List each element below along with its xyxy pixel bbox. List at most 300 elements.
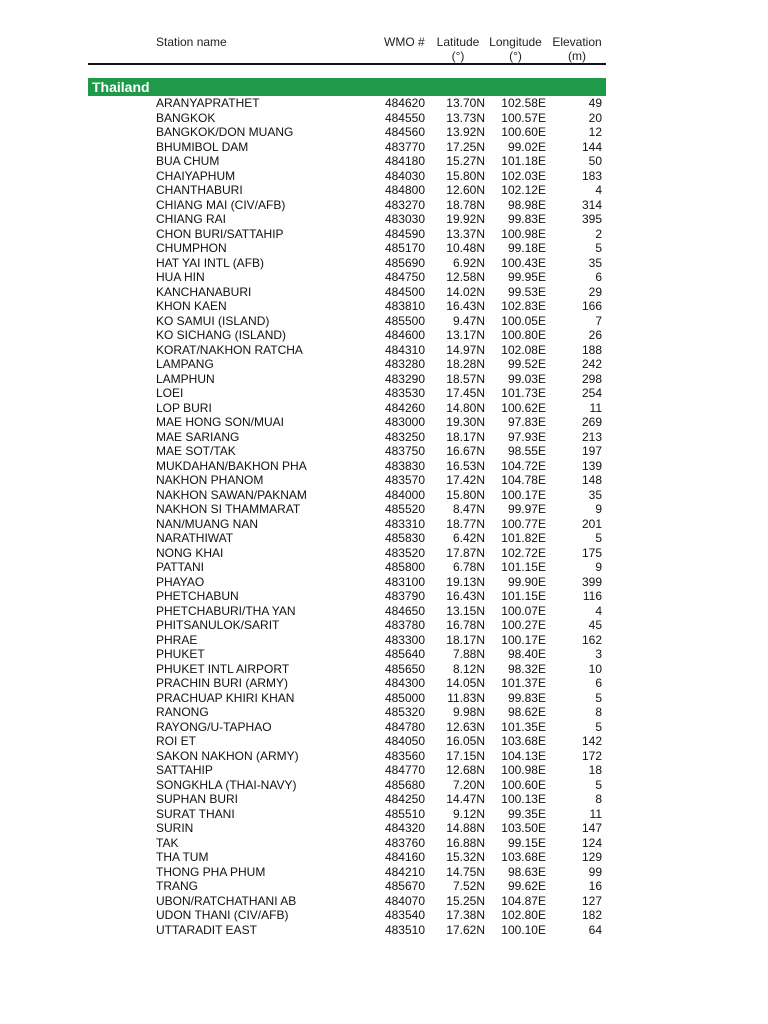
table-row — [0, 633, 768, 648]
longitude: 99.95E — [507, 270, 546, 284]
station-name: KO SICHANG (ISLAND) — [156, 328, 287, 342]
table-row — [0, 140, 768, 155]
elevation: 162 — [581, 632, 602, 647]
elevation: 213 — [581, 429, 602, 444]
latitude: 15.80N — [446, 168, 485, 183]
table-row — [0, 560, 768, 575]
latitude: 15.80N — [446, 487, 485, 502]
longitude: 98.98E — [507, 197, 546, 212]
table-row — [0, 850, 768, 865]
longitude: 99.83E — [507, 212, 546, 226]
elevation: 35 — [588, 487, 602, 502]
wmo-number: 483300 — [384, 632, 425, 647]
table-row — [0, 676, 768, 691]
station-name: CHUMPHON — [156, 241, 227, 255]
longitude: 103.68E — [501, 850, 546, 864]
header-longitude-label: Longitude — [489, 35, 542, 49]
station-name: NAKHON SAWAN/PAKNAM — [156, 487, 307, 502]
station-name: PHAYAO — [156, 574, 205, 589]
elevation: 124 — [581, 835, 602, 850]
latitude: 16.78N — [446, 618, 485, 632]
wmo-number: 485000 — [384, 690, 425, 705]
longitude: 101.73E — [501, 386, 546, 400]
wmo-number: 485800 — [384, 560, 425, 574]
longitude: 101.37E — [501, 676, 546, 690]
latitude: 17.42N — [446, 473, 485, 487]
table-row — [0, 749, 768, 764]
station-name: SURIN — [156, 821, 194, 835]
latitude: 12.68N — [446, 763, 485, 777]
station-name: CHIANG RAI — [156, 212, 227, 226]
latitude: 18.57N — [446, 371, 485, 386]
station-name: RAYONG/U-TAPHAO — [156, 719, 272, 734]
elevation: 49 — [588, 96, 602, 110]
station-name: UDON THANI (CIV/AFB) — [156, 908, 289, 922]
elevation: 116 — [582, 589, 602, 603]
wmo-number: 485830 — [384, 531, 425, 545]
wmo-number: 483780 — [384, 618, 425, 632]
station-name: LOP BURI — [156, 400, 212, 415]
longitude: 102.58E — [501, 96, 546, 110]
longitude: 104.87E — [501, 893, 546, 908]
wmo-number: 483280 — [384, 357, 425, 371]
latitude: 16.88N — [446, 835, 485, 850]
header-wmo — [384, 35, 425, 49]
longitude: 99.90E — [507, 574, 546, 589]
latitude: 17.45N — [446, 386, 485, 400]
table-row — [0, 444, 768, 459]
table-row — [0, 488, 768, 503]
table-row — [0, 763, 768, 778]
wmo-number: 484780 — [384, 719, 425, 734]
longitude: 100.98E — [501, 226, 546, 241]
header-longitude — [487, 35, 544, 63]
longitude: 100.17E — [501, 487, 546, 502]
elevation: 5 — [595, 531, 602, 545]
elevation: 147 — [581, 821, 602, 835]
wmo-number: 484030 — [384, 168, 425, 183]
table-row — [0, 734, 768, 749]
latitude: 12.58N — [446, 270, 485, 284]
table-row — [0, 169, 768, 184]
latitude: 14.05N — [446, 676, 485, 690]
table-row — [0, 125, 768, 140]
elevation: 188 — [581, 342, 602, 357]
table-row — [0, 386, 768, 401]
wmo-number: 484050 — [384, 734, 425, 748]
latitude: 15.25N — [446, 893, 485, 908]
station-name: KHON KAEN — [156, 299, 227, 313]
elevation: 269 — [581, 415, 602, 429]
station-name: LOEI — [156, 386, 184, 400]
table-row — [0, 575, 768, 590]
header-divider — [88, 63, 606, 65]
latitude: 18.28N — [446, 357, 485, 371]
longitude: 99.83E — [507, 690, 546, 705]
station-name: MAE HONG SON/MUAI — [156, 415, 285, 429]
table-row — [0, 647, 768, 662]
latitude: 19.92N — [446, 212, 485, 226]
longitude: 100.62E — [501, 400, 546, 415]
station-table — [0, 96, 768, 937]
longitude: 101.82E — [501, 531, 546, 545]
station-name: NAN/MUANG NAN — [156, 516, 259, 531]
elevation: 9 — [595, 502, 602, 516]
longitude: 102.12E — [501, 183, 546, 197]
wmo-number: 484600 — [384, 328, 425, 342]
wmo-number: 484800 — [384, 183, 425, 197]
wmo-number: 483830 — [384, 458, 425, 473]
latitude: 17.38N — [446, 908, 485, 922]
table-row — [0, 343, 768, 358]
station-name: NAKHON SI THAMMARAT — [156, 502, 301, 516]
latitude: 18.17N — [446, 429, 485, 444]
station-name: CHON BURI/SATTAHIP — [156, 226, 284, 241]
longitude: 98.62E — [507, 705, 546, 719]
wmo-number: 483560 — [384, 748, 425, 763]
latitude: 15.32N — [446, 850, 485, 864]
wmo-number: 483270 — [384, 197, 425, 212]
latitude: 14.97N — [446, 342, 485, 357]
longitude: 99.18E — [507, 241, 546, 255]
elevation: 5 — [595, 690, 602, 705]
longitude: 99.97E — [507, 502, 546, 516]
latitude: 8.12N — [452, 661, 485, 676]
wmo-number: 485640 — [384, 647, 425, 661]
latitude: 19.30N — [446, 415, 485, 429]
wmo-number: 484560 — [384, 125, 425, 139]
station-name: PATTANI — [156, 560, 204, 574]
latitude: 7.52N — [452, 879, 485, 893]
table-row — [0, 792, 768, 807]
latitude: 6.42N — [452, 531, 485, 545]
latitude: 12.63N — [446, 719, 485, 734]
station-name: SATTAHIP — [156, 763, 213, 777]
header-latitude-unit: (°) — [451, 49, 465, 63]
wmo-number: 483530 — [384, 386, 425, 400]
longitude: 100.17E — [501, 632, 546, 647]
station-name: PHETCHABUN — [156, 589, 239, 603]
elevation: 29 — [588, 284, 602, 299]
longitude: 102.08E — [501, 342, 546, 357]
station-name: KO SAMUI (ISLAND) — [156, 313, 270, 328]
station-name: BANGKOK/DON MUANG — [156, 125, 294, 139]
wmo-number: 484070 — [384, 893, 425, 908]
header-longitude-unit: (°) — [509, 49, 522, 63]
elevation: 175 — [581, 545, 602, 560]
header-station-name — [156, 35, 227, 49]
table-row — [0, 821, 768, 836]
region-heading: Thailand — [88, 78, 606, 96]
wmo-number: 484250 — [384, 792, 425, 806]
longitude: 100.10E — [501, 922, 546, 937]
header-elevation-unit: (m) — [568, 49, 586, 63]
longitude: 100.27E — [501, 618, 546, 632]
elevation: 399 — [581, 574, 602, 589]
longitude: 99.02E — [507, 139, 546, 154]
latitude: 17.87N — [446, 545, 485, 560]
longitude: 104.78E — [501, 473, 546, 487]
station-name: MAE SOT/TAK — [156, 444, 236, 458]
header-latitude-label: Latitude — [436, 35, 480, 49]
longitude: 102.03E — [501, 168, 546, 183]
latitude: 11.83N — [447, 690, 485, 705]
table-row — [0, 908, 768, 923]
latitude: 16.43N — [446, 299, 485, 313]
elevation: 45 — [588, 618, 602, 632]
longitude: 103.68E — [501, 734, 546, 748]
table-row — [0, 807, 768, 822]
elevation: 26 — [588, 328, 602, 342]
longitude: 99.62E — [507, 879, 546, 893]
table-row — [0, 270, 768, 285]
table-row — [0, 198, 768, 213]
latitude: 15.27N — [446, 154, 485, 168]
table-row — [0, 430, 768, 445]
longitude: 98.63E — [507, 864, 546, 879]
elevation: 3 — [595, 647, 602, 661]
wmo-number: 483570 — [384, 473, 425, 487]
station-name: NAKHON PHANOM — [156, 473, 264, 487]
station-name: CHANTHABURI — [156, 183, 243, 197]
elevation: 4 — [595, 183, 602, 197]
longitude: 100.13E — [501, 792, 546, 806]
wmo-number: 485320 — [384, 705, 425, 719]
latitude: 13.70N — [446, 96, 485, 110]
station-name: KORAT/NAKHON RATCHA — [156, 342, 303, 357]
table-row — [0, 372, 768, 387]
wmo-number: 484260 — [384, 400, 425, 415]
wmo-number: 484210 — [384, 864, 425, 879]
table-row — [0, 415, 768, 430]
table-row — [0, 183, 768, 198]
wmo-number: 485680 — [384, 777, 425, 792]
wmo-number: 485520 — [384, 502, 425, 516]
table-row — [0, 285, 768, 300]
station-name: PHUKET INTL AIRPORT — [156, 661, 290, 676]
table-row — [0, 865, 768, 880]
station-name: SUPHAN BURI — [156, 792, 239, 806]
elevation: 16 — [588, 879, 602, 893]
table-row — [0, 299, 768, 314]
table-row — [0, 314, 768, 329]
wmo-number: 484000 — [384, 487, 425, 502]
station-name: LAMPHUN — [156, 371, 215, 386]
elevation: 148 — [581, 473, 602, 487]
longitude: 100.07E — [501, 603, 546, 618]
station-name: CHIANG MAI (CIV/AFB) — [156, 197, 286, 212]
wmo-number: 484550 — [384, 110, 425, 125]
wmo-number: 483000 — [384, 415, 425, 429]
station-name: UBON/RATCHATHANI AB — [156, 893, 297, 908]
station-name: PRACHUAP KHIRI KHAN — [156, 690, 295, 705]
station-name: THONG PHA PHUM — [156, 864, 266, 879]
table-row — [0, 531, 768, 546]
latitude: 9.98N — [452, 705, 485, 719]
elevation: 7 — [595, 313, 602, 328]
latitude: 13.92N — [446, 125, 485, 139]
latitude: 13.73N — [446, 110, 485, 125]
elevation: 127 — [581, 893, 602, 908]
table-row — [0, 836, 768, 851]
latitude: 17.15N — [446, 748, 485, 763]
station-name: RANONG — [156, 705, 209, 719]
elevation: 129 — [581, 850, 602, 864]
latitude: 13.17N — [446, 328, 485, 342]
longitude: 101.35E — [501, 719, 546, 734]
longitude: 99.15E — [507, 835, 546, 850]
station-name: TRANG — [156, 879, 198, 893]
latitude: 9.47N — [452, 313, 485, 328]
elevation: 314 — [581, 197, 602, 212]
latitude: 17.25N — [446, 139, 485, 154]
latitude: 6.92N — [452, 255, 485, 270]
elevation: 142 — [581, 734, 602, 748]
table-row — [0, 705, 768, 720]
latitude: 14.75N — [446, 864, 485, 879]
latitude: 18.77N — [446, 516, 485, 531]
latitude: 7.20N — [452, 777, 485, 792]
longitude: 99.03E — [507, 371, 546, 386]
elevation: 182 — [581, 908, 602, 922]
longitude: 100.43E — [501, 255, 546, 270]
wmo-number: 485670 — [384, 879, 425, 893]
elevation: 197 — [581, 444, 602, 458]
station-name: PRACHIN BURI (ARMY) — [156, 676, 289, 690]
station-name: THA TUM — [156, 850, 209, 864]
latitude: 8.47N — [452, 502, 485, 516]
longitude: 101.15E — [501, 560, 546, 574]
station-name: BUA CHUM — [156, 154, 220, 168]
longitude: 101.15E — [501, 589, 546, 603]
table-row — [0, 517, 768, 532]
elevation: 298 — [581, 371, 602, 386]
station-name: ARANYAPRATHET — [156, 96, 260, 110]
station-name: LAMPANG — [156, 357, 214, 371]
longitude: 100.05E — [501, 313, 546, 328]
latitude: 7.88N — [452, 647, 485, 661]
elevation: 5 — [595, 777, 602, 792]
wmo-number: 484750 — [384, 270, 425, 284]
station-name: KANCHANABURI — [156, 284, 252, 299]
station-name: HUA HIN — [156, 270, 205, 284]
station-name: MAE SARIANG — [156, 429, 240, 444]
latitude: 10.48N — [446, 241, 485, 255]
elevation: 64 — [588, 922, 602, 937]
station-name: ROI ET — [156, 734, 197, 748]
wmo-number: 483750 — [384, 444, 425, 458]
table-row — [0, 894, 768, 909]
longitude: 102.80E — [501, 908, 546, 922]
wmo-number: 483310 — [384, 516, 425, 531]
wmo-number: 483290 — [384, 371, 425, 386]
station-name: PHRAE — [156, 632, 198, 647]
wmo-number: 484160 — [384, 850, 425, 864]
elevation: 18 — [588, 763, 602, 777]
elevation: 35 — [588, 255, 602, 270]
longitude: 99.35E — [507, 806, 546, 821]
elevation: 242 — [581, 357, 602, 371]
longitude: 97.83E — [507, 415, 546, 429]
elevation: 201 — [581, 516, 602, 531]
elevation: 12 — [588, 125, 602, 139]
elevation: 10 — [588, 661, 602, 676]
header-latitude — [436, 35, 480, 63]
station-name: PHETCHABURI/THA YAN — [156, 603, 296, 618]
station-name: PHITSANULOK/SARIT — [156, 618, 280, 632]
wmo-number: 483100 — [384, 574, 425, 589]
elevation: 6 — [595, 676, 602, 690]
header-wmo-label: WMO # — [384, 35, 425, 49]
elevation: 20 — [588, 110, 602, 125]
header-station-label: Station name — [156, 35, 227, 49]
latitude: 19.13N — [446, 574, 485, 589]
table-row — [0, 691, 768, 706]
station-name: SONGKHLA (THAI-NAVY) — [156, 777, 297, 792]
station-name: PHUKET — [156, 647, 205, 661]
elevation: 50 — [588, 154, 602, 168]
table-row — [0, 879, 768, 894]
longitude: 97.93E — [507, 429, 546, 444]
longitude: 100.57E — [501, 110, 546, 125]
elevation: 395 — [581, 212, 602, 226]
elevation: 139 — [581, 458, 602, 473]
longitude: 102.83E — [501, 299, 546, 313]
station-name: BANGKOK — [156, 110, 216, 125]
elevation: 11 — [589, 806, 602, 821]
wmo-number: 484650 — [384, 603, 425, 618]
longitude: 100.60E — [501, 777, 546, 792]
latitude: 13.15N — [446, 603, 485, 618]
station-name: NONG KHAI — [156, 545, 224, 560]
longitude: 100.80E — [501, 328, 546, 342]
elevation: 5 — [595, 241, 602, 255]
station-name: HAT YAI INTL (AFB) — [156, 255, 265, 270]
wmo-number: 484620 — [384, 96, 425, 110]
table-row — [0, 111, 768, 126]
elevation: 144 — [581, 139, 602, 154]
elevation: 11 — [589, 400, 602, 415]
table-row — [0, 720, 768, 735]
elevation: 2 — [595, 226, 602, 241]
longitude: 100.60E — [501, 125, 546, 139]
elevation: 8 — [595, 705, 602, 719]
longitude: 103.50E — [501, 821, 546, 835]
station-name: TAK — [156, 835, 179, 850]
wmo-number: 484770 — [384, 763, 425, 777]
elevation: 4 — [595, 603, 602, 618]
wmo-number: 485690 — [384, 255, 425, 270]
latitude: 14.80N — [446, 400, 485, 415]
longitude: 102.72E — [501, 545, 546, 560]
table-row — [0, 357, 768, 372]
station-name: SURAT THANI — [156, 806, 235, 821]
latitude: 12.60N — [446, 183, 485, 197]
wmo-number: 483540 — [384, 908, 425, 922]
table-row — [0, 589, 768, 604]
longitude: 99.52E — [507, 357, 546, 371]
station-name: MUKDAHAN/BAKHON PHA — [156, 458, 307, 473]
wmo-number: 484320 — [384, 821, 425, 835]
latitude: 18.78N — [446, 197, 485, 212]
wmo-number: 484310 — [384, 342, 425, 357]
wmo-number: 483770 — [384, 139, 425, 154]
station-name: NARATHIWAT — [156, 531, 234, 545]
wmo-number: 483520 — [384, 545, 425, 560]
table-row — [0, 473, 768, 488]
table-row — [0, 662, 768, 677]
wmo-number: 485500 — [384, 313, 425, 328]
